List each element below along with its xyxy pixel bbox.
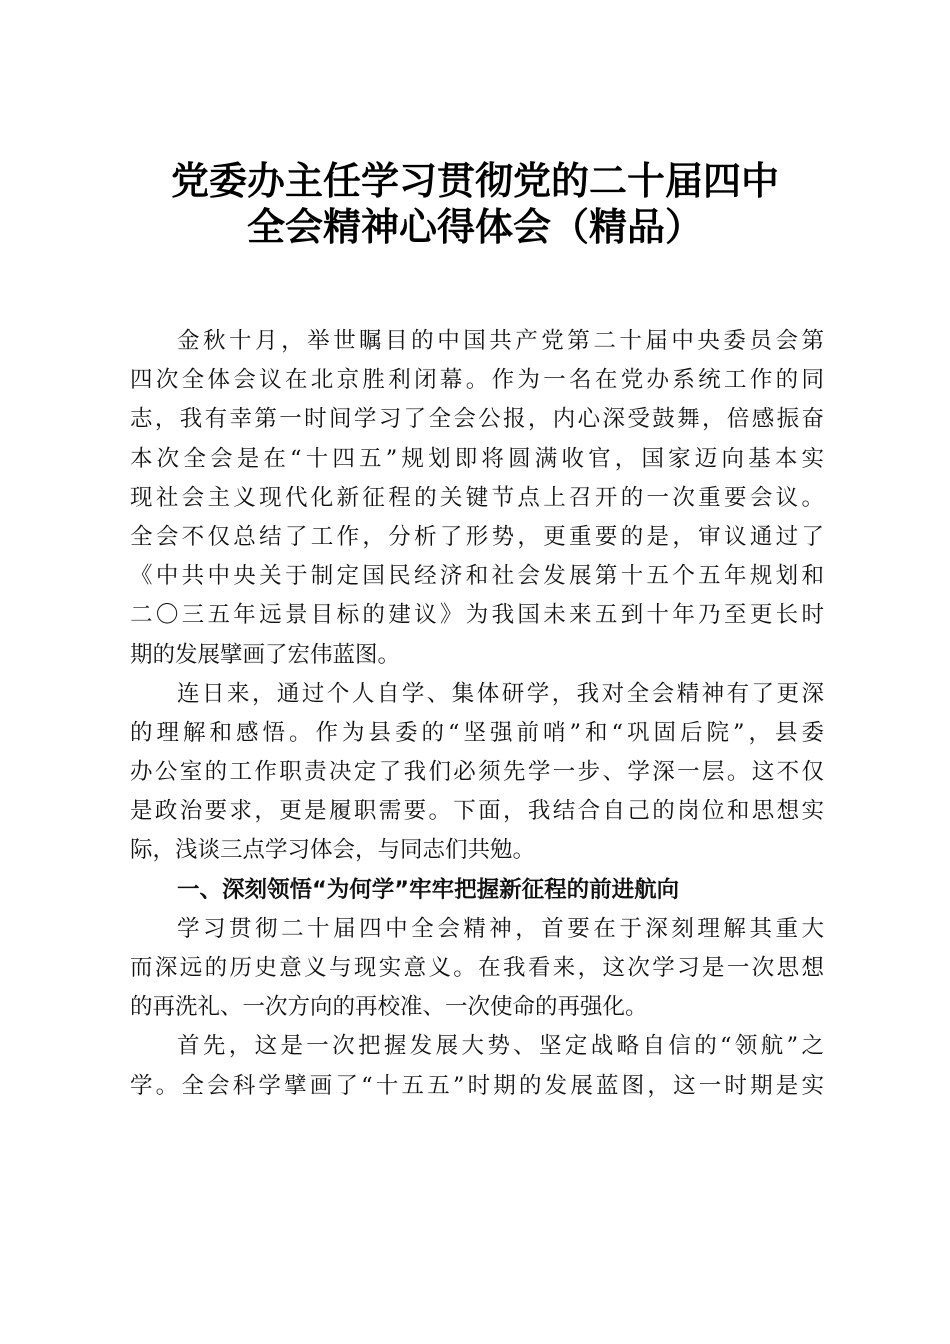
paragraph-line: 四次全体会议在北京胜利闭幕。作为一名在党办系统工作的同: [130, 367, 824, 394]
paragraph-line: 现社会主义现代化新征程的关键节点上召开的一次重要会议。: [130, 484, 824, 511]
paragraph-line: 的再洗礼、一次方向的再校准、一次使命的再强化。: [130, 994, 648, 1021]
paragraph-line: 全会不仅总结了工作，分析了形势，更重要的是，审议通过了: [130, 523, 824, 550]
title-line-1: 党委办主任学习贯彻党的二十届四中: [170, 159, 779, 203]
paragraph-line: 金秋十月，举世瞩目的中国共产党第二十届中央委员会第: [177, 328, 824, 354]
paragraph-line: 是政治要求，更是履职需要。下面，我结合自己的岗位和思想实: [130, 798, 824, 825]
document-body: [130, 322, 824, 1106]
paragraph-line: 的理解和感悟。作为县委的“坚强前哨”和“巩固后院”，县委: [130, 719, 824, 746]
document-title: [0, 158, 950, 250]
paragraph-line: 学习贯彻二十届四中全会精神，首要在于深刻理解其重大: [177, 915, 824, 942]
paragraph-line: 首先，这是一次把握发展大势、坚定战略自信的“领航”之: [177, 1033, 824, 1060]
title-line-2: 全会精神心得体会（精品）: [246, 205, 703, 249]
paragraph-line: 本次全会是在“十四五”规划即将圆满收官，国家迈向基本实: [130, 445, 824, 472]
paragraph-line: 期的发展擘画了宏伟蓝图。: [130, 641, 401, 668]
paragraph-line: 办公室的工作职责决定了我们必须先学一步、学深一层。这不仅: [130, 759, 824, 786]
section-heading: 一、深刻领悟“为何学”牢牢把握新征程的前进航向: [177, 876, 680, 903]
paragraph-line: 而深远的历史意义与现实意义。在我看来，这次学习是一次思想: [130, 955, 824, 981]
paragraph-line: 际，浅谈三点学习体会，与同志们共勉。: [130, 837, 536, 864]
paragraph-line: 连日来，通过个人自学、集体研学，我对全会精神有了更深: [177, 680, 824, 707]
paragraph-line: 志，我有幸第一时间学习了全会公报，内心深受鼓舞，倍感振奋: [130, 406, 824, 433]
paragraph-line: 学。全会科学擘画了“十五五”时期的发展蓝图，这一时期是实: [130, 1072, 824, 1099]
paragraph-line: 《中共中央关于制定国民经济和社会发展第十五个五年规划和: [130, 563, 824, 590]
paragraph-line: 二〇三五年远景目标的建议》为我国未来五到十年乃至更长时: [130, 602, 824, 629]
